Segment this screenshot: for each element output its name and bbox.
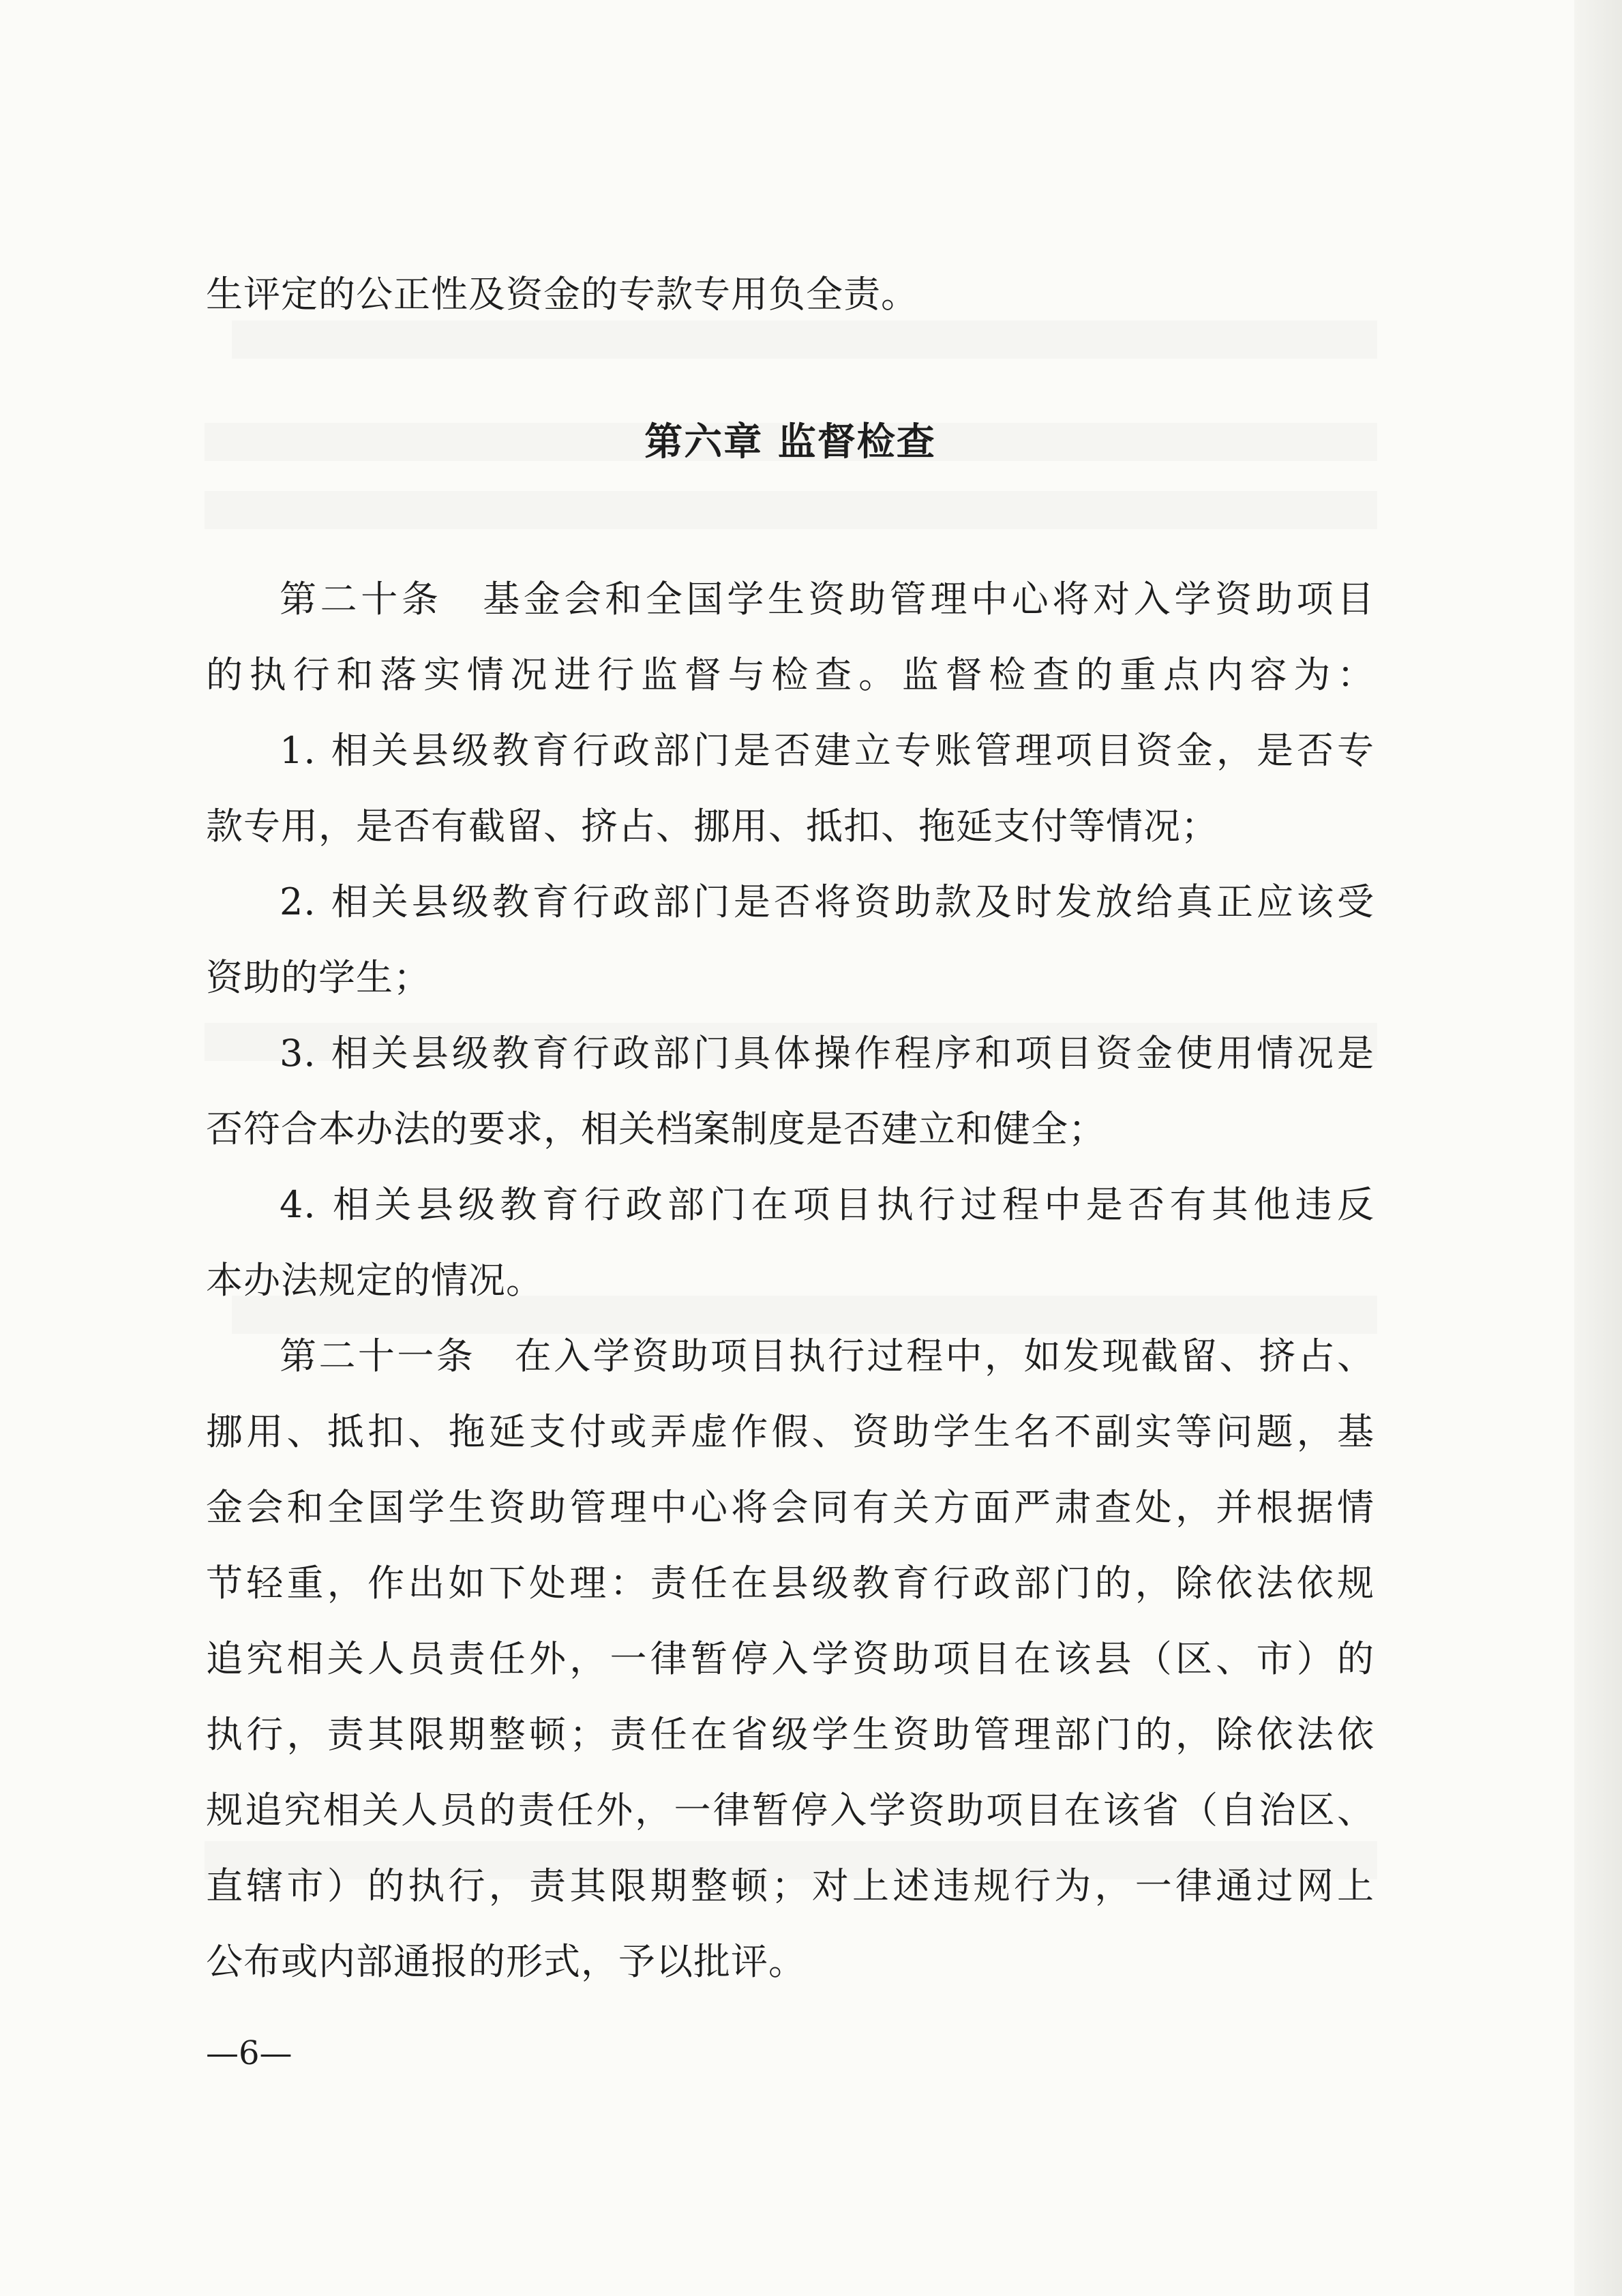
scan-edge xyxy=(1574,0,1622,2296)
list-item-line: 否符合本办法的要求，相关档案制度是否建立和健全； xyxy=(206,1107,1106,1150)
paragraph-line: 追究相关人员责任外，一律暂停入学资助项目在该县（区、市）的 xyxy=(206,1637,1375,1680)
list-item-line: 本办法规定的情况。 xyxy=(206,1259,543,1302)
paragraph-line: 的执行和落实情况进行监督与检查。监督检查的重点内容为： xyxy=(206,653,1375,696)
paragraph-line: 规追究相关人员的责任外，一律暂停入学资助项目在该省（自治区、 xyxy=(206,1789,1375,1832)
bleed-through xyxy=(205,491,1377,529)
list-item-line: 款专用，是否有截留、挤占、挪用、抵扣、拖延支付等情况； xyxy=(206,805,1218,848)
list-item-line: 4. 相关县级教育行政部门在项目执行过程中是否有其他违反 xyxy=(280,1183,1375,1226)
paragraph-line: 节轻重，作出如下处理：责任在县级教育行政部门的，除依法依规 xyxy=(206,1562,1375,1605)
paragraph-line: 金会和全国学生资助管理中心将会同有关方面严肃查处，并根据情 xyxy=(206,1486,1375,1529)
paragraph-line: 执行，责其限期整顿；责任在省级学生资助管理部门的，除依法依 xyxy=(206,1713,1375,1756)
list-item-line: 3. 相关县级教育行政部门具体操作程序和项目资金使用情况是 xyxy=(280,1032,1375,1075)
list-item-line: 1. 相关县级教育行政部门是否建立专账管理项目资金，是否专 xyxy=(280,729,1375,772)
list-item-line: 2. 相关县级教育行政部门是否将资助款及时发放给真正应该受 xyxy=(280,880,1375,923)
paragraph-line: 挪用、抵扣、拖延支付或弄虚作假、资助学生名不副实等问题，基 xyxy=(206,1410,1375,1453)
paragraph-line: 第二十一条 在入学资助项目执行过程中，如发现截留、挤占、 xyxy=(280,1335,1375,1377)
paragraph-line: 第二十条 基金会和全国学生资助管理中心将对入学资助项目 xyxy=(280,578,1375,621)
bleed-through xyxy=(232,320,1377,359)
page-number: —6— xyxy=(206,2034,292,2072)
paragraph-line: 公布或内部通报的形式，予以批评。 xyxy=(206,1940,806,1983)
chapter-title: 第六章 监督检查 xyxy=(644,420,936,464)
list-item-line: 资助的学生； xyxy=(206,956,431,999)
paragraph-line: 生评定的公正性及资金的专款专用负全责。 xyxy=(206,273,918,316)
paragraph-line: 直辖市）的执行，责其限期整顿；对上述违规行为，一律通过网上 xyxy=(206,1864,1375,1907)
